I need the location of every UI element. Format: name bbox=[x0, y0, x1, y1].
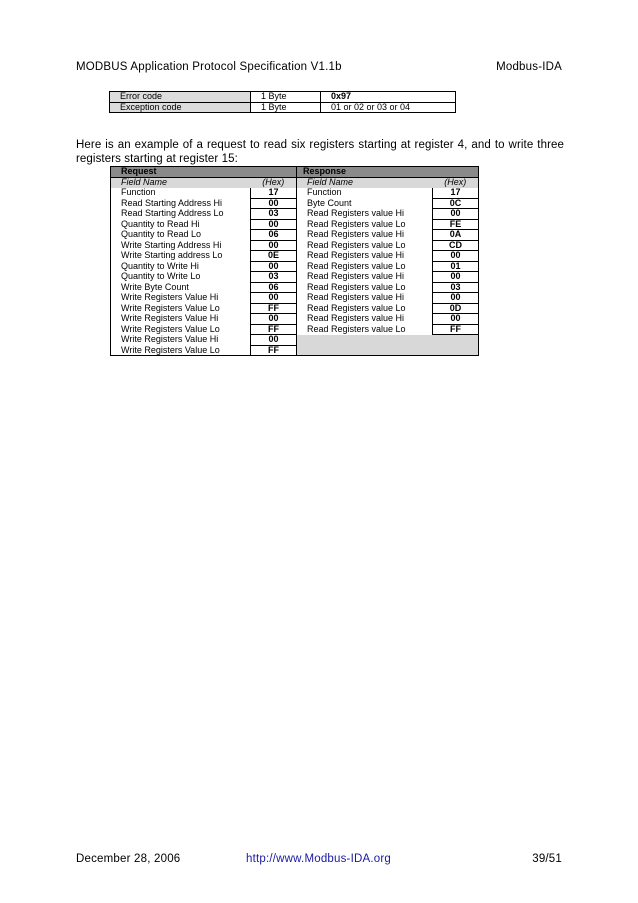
response-hex-value bbox=[433, 335, 479, 346]
request-field-name: Write Registers Value Hi bbox=[111, 293, 251, 304]
error-field-size: 1 Byte bbox=[251, 92, 321, 103]
request-field-name: Quantity to Write Lo bbox=[111, 272, 251, 283]
response-field-name-label: Field Name bbox=[297, 177, 433, 188]
response-field-name bbox=[297, 335, 433, 346]
request-field-name: Write Starting address Lo bbox=[111, 251, 251, 262]
footer-url-link[interactable]: http://www.Modbus-IDA.org bbox=[246, 853, 391, 865]
field-name-row bbox=[111, 177, 479, 188]
request-field-name: Read Starting Address Hi bbox=[111, 198, 251, 209]
response-field-name: Read Registers value Hi bbox=[297, 209, 433, 220]
response-hex-value: FF bbox=[433, 324, 479, 335]
table-row bbox=[111, 261, 479, 272]
response-field-name: Read Registers value Hi bbox=[297, 251, 433, 262]
response-hex-value: 00 bbox=[433, 314, 479, 325]
error-field-value: 01 or 02 or 03 or 04 bbox=[321, 102, 456, 113]
table-row bbox=[111, 198, 479, 209]
request-response-table bbox=[110, 166, 479, 356]
intro-paragraph: Here is an example of a request to read six registers starting at register 4, and to write three registers starting at register 15: bbox=[76, 139, 564, 165]
table-row bbox=[111, 240, 479, 251]
response-hex-value: 00 bbox=[433, 209, 479, 220]
request-hex-value: 00 bbox=[251, 240, 297, 251]
response-field-name: Read Registers value Lo bbox=[297, 303, 433, 314]
response-field-name: Read Registers value Lo bbox=[297, 240, 433, 251]
response-field-name: Read Registers value Hi bbox=[297, 293, 433, 304]
error-field-value: 0x97 bbox=[321, 92, 456, 103]
response-hex-value: 00 bbox=[433, 272, 479, 283]
table-row bbox=[111, 282, 479, 293]
request-hex-value: FF bbox=[251, 303, 297, 314]
response-field-name: Read Registers value Lo bbox=[297, 219, 433, 230]
table-row bbox=[111, 324, 479, 335]
request-field-name: Quantity to Read Lo bbox=[111, 230, 251, 241]
table-row bbox=[111, 293, 479, 304]
response-field-name: Read Registers value Hi bbox=[297, 314, 433, 325]
request-hex-value: 03 bbox=[251, 209, 297, 220]
response-hex-value: 0C bbox=[433, 198, 479, 209]
table-header-row bbox=[111, 167, 479, 178]
request-field-name: Write Registers Value Lo bbox=[111, 345, 251, 356]
response-hex-value: FE bbox=[433, 219, 479, 230]
request-field-name: Function bbox=[111, 188, 251, 199]
request-hex-value: 00 bbox=[251, 293, 297, 304]
request-hex-value: 00 bbox=[251, 335, 297, 346]
response-hex-value: 00 bbox=[433, 251, 479, 262]
response-field-name: Read Registers value Lo bbox=[297, 324, 433, 335]
response-hex-label: (Hex) bbox=[433, 177, 479, 188]
header-org: Modbus-IDA bbox=[496, 61, 562, 73]
response-hex-value: 17 bbox=[433, 188, 479, 199]
table-row bbox=[111, 303, 479, 314]
response-field-name: Read Registers value Hi bbox=[297, 230, 433, 241]
table-row bbox=[111, 314, 479, 325]
response-field-name: Function bbox=[297, 188, 433, 199]
request-field-name: Write Starting Address Hi bbox=[111, 240, 251, 251]
response-hex-value bbox=[433, 345, 479, 356]
request-hex-value: 17 bbox=[251, 188, 297, 199]
request-hex-value: 00 bbox=[251, 198, 297, 209]
response-field-name: Read Registers value Hi bbox=[297, 272, 433, 283]
response-hex-value: 0A bbox=[433, 230, 479, 241]
request-field-name-label: Field Name bbox=[111, 177, 251, 188]
request-field-name: Read Starting Address Lo bbox=[111, 209, 251, 220]
error-table-row bbox=[110, 92, 456, 103]
response-hex-value: 00 bbox=[433, 293, 479, 304]
footer-date: December 28, 2006 bbox=[76, 853, 181, 865]
error-field-name: Error code bbox=[110, 92, 251, 103]
request-hex-value: 00 bbox=[251, 261, 297, 272]
request-field-name: Write Byte Count bbox=[111, 282, 251, 293]
footer-page-number: 39/51 bbox=[532, 853, 562, 865]
response-header: Response bbox=[297, 167, 479, 178]
request-hex-value: 06 bbox=[251, 282, 297, 293]
request-hex-value: 06 bbox=[251, 230, 297, 241]
request-hex-value: 0E bbox=[251, 251, 297, 262]
response-hex-value: CD bbox=[433, 240, 479, 251]
response-hex-value: 01 bbox=[433, 261, 479, 272]
request-hex-value: 00 bbox=[251, 314, 297, 325]
table-row bbox=[111, 335, 479, 346]
request-hex-value: 00 bbox=[251, 219, 297, 230]
table-row bbox=[111, 230, 479, 241]
table-row bbox=[111, 251, 479, 262]
table-row bbox=[111, 209, 479, 220]
request-field-name: Write Registers Value Lo bbox=[111, 303, 251, 314]
request-field-name: Write Registers Value Hi bbox=[111, 335, 251, 346]
table-row bbox=[111, 272, 479, 283]
table-row bbox=[111, 345, 479, 356]
request-field-name: Write Registers Value Hi bbox=[111, 314, 251, 325]
error-table bbox=[109, 91, 456, 113]
response-field-name: Read Registers value Lo bbox=[297, 282, 433, 293]
request-field-name: Write Registers Value Lo bbox=[111, 324, 251, 335]
request-field-name: Quantity to Write Hi bbox=[111, 261, 251, 272]
request-header: Request bbox=[111, 167, 297, 178]
table-row bbox=[111, 219, 479, 230]
error-field-size: 1 Byte bbox=[251, 102, 321, 113]
request-hex-value: FF bbox=[251, 345, 297, 356]
error-field-name: Exception code bbox=[110, 102, 251, 113]
request-hex-value: 03 bbox=[251, 272, 297, 283]
response-field-name: Byte Count bbox=[297, 198, 433, 209]
response-field-name bbox=[297, 345, 433, 356]
response-hex-value: 03 bbox=[433, 282, 479, 293]
header-title: MODBUS Application Protocol Specification V1.1b bbox=[76, 61, 342, 73]
request-hex-label: (Hex) bbox=[251, 177, 297, 188]
table-row bbox=[111, 188, 479, 199]
request-hex-value: FF bbox=[251, 324, 297, 335]
response-hex-value: 0D bbox=[433, 303, 479, 314]
error-table-row bbox=[110, 102, 456, 113]
request-field-name: Quantity to Read Hi bbox=[111, 219, 251, 230]
response-field-name: Read Registers value Lo bbox=[297, 261, 433, 272]
